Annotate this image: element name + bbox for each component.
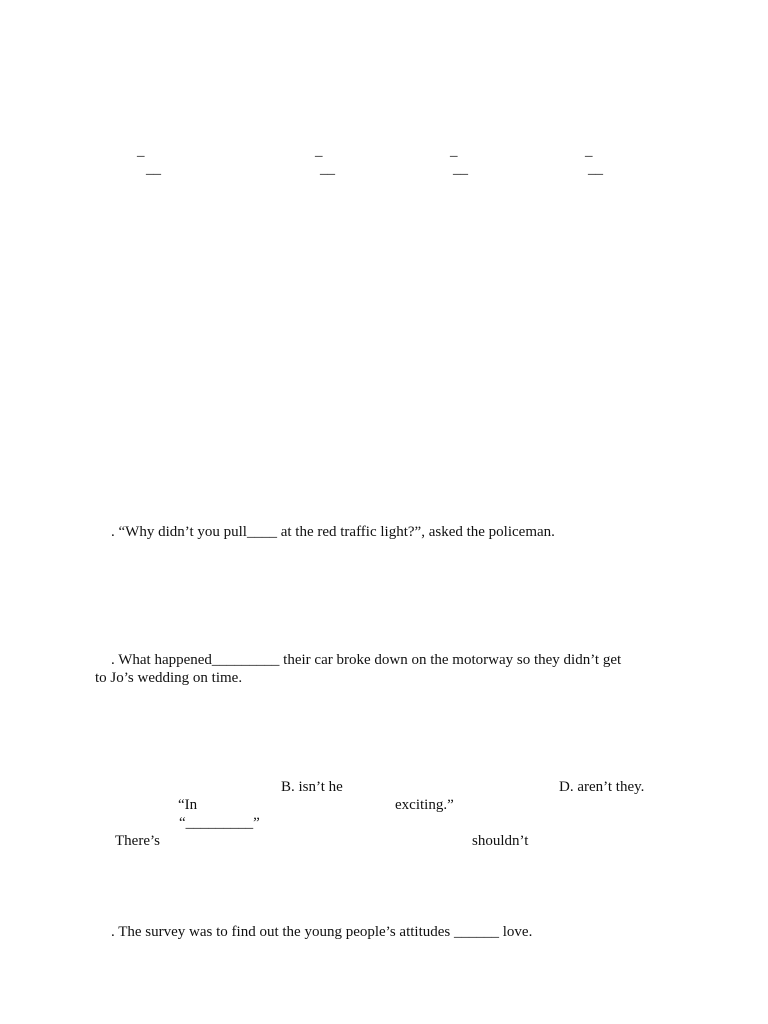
dash-mark: _ (137, 143, 145, 159)
text-shouldnt: shouldn’t (472, 833, 529, 849)
quote-blank: “_________” (179, 815, 260, 831)
dash-mark: __ (320, 161, 335, 177)
dash-mark: _ (315, 143, 323, 159)
question-survey: . The survey was to find out the young people’s attitudes ______ love. (111, 924, 533, 940)
dash-mark: _ (585, 143, 593, 159)
option-d: D. aren’t they. (559, 779, 645, 795)
dash-mark: __ (453, 161, 468, 177)
text-theres: There’s (115, 833, 160, 849)
dash-mark: _ (450, 143, 458, 159)
dash-mark: __ (146, 161, 161, 177)
dash-mark: __ (588, 161, 603, 177)
question-pull: . “Why didn’t you pull____ at the red traffic light?”, asked the policeman. (111, 524, 555, 540)
option-b: B. isn’t he (281, 779, 343, 795)
quote-in: “In (178, 797, 198, 813)
quote-exciting: exciting.” (395, 797, 454, 813)
question-happened-line2: to Jo’s wedding on time. (95, 670, 243, 686)
question-happened-line1: . What happened_________ their car broke down on the motorway so they didn’t get (111, 652, 622, 668)
